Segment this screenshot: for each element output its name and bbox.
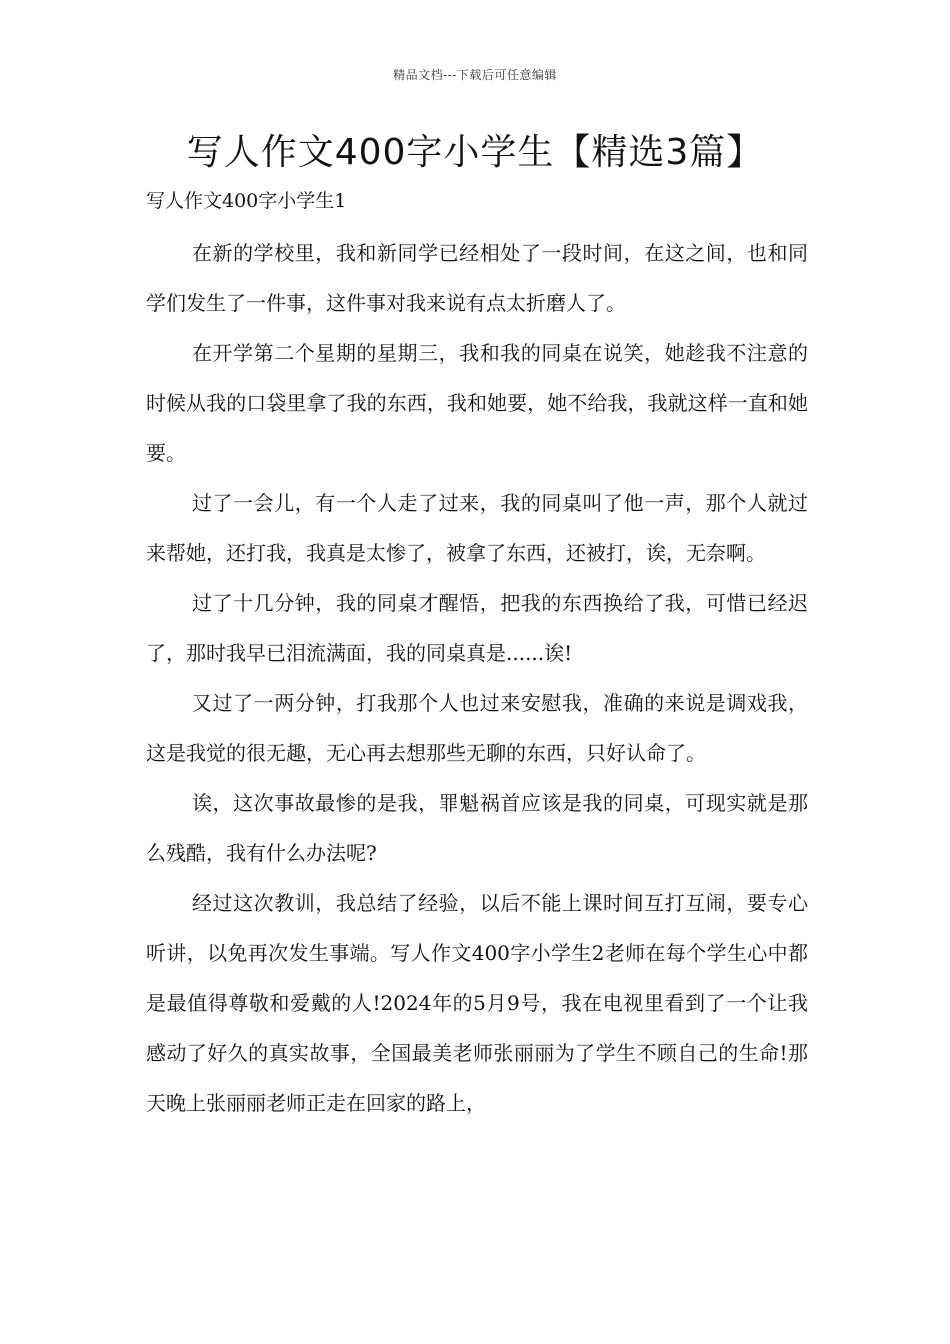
paragraph: 过了十几分钟，我的同桌才醒悟，把我的东西换给了我，可惜已经迟了，那时我早已泪流满面，我的同桌真是......诶! xyxy=(146,591,808,665)
paragraph: 又过了一两分钟，打我那个人也过来安慰我，准确的来说是调戏我，这是我觉的很无趣，无心再去想那些无聊的东西，只好认命了。 xyxy=(146,691,808,765)
paragraph: 在开学第二个星期的星期三，我和我的同桌在说笑，她趁我不注意的时候从我的口袋里拿了我的东西，我和她要，她不给我，我就这样一直和她要。 xyxy=(146,341,808,465)
document-title: 写人作文400字小学生【精选3篇】 xyxy=(186,132,764,173)
document-body xyxy=(146,228,808,1128)
section-heading: 写人作文400字小学生1 xyxy=(146,190,347,212)
paragraph: 诶，这次事故最惨的是我，罪魁祸首应该是我的同桌，可现实就是那么残酷，我有什么办法呢? xyxy=(146,791,808,865)
paragraph: 过了一会儿，有一个人走了过来，我的同桌叫了他一声，那个人就过来帮她，还打我，我真是太惨了，被拿了东西，还被打，诶，无奈啊。 xyxy=(146,491,808,565)
paragraph: 在新的学校里，我和新同学已经相处了一段时间，在这之间，也和同学们发生了一件事，这件事对我来说有点太折磨人了。 xyxy=(146,241,808,315)
paragraph: 经过这次教训，我总结了经验，以后不能上课时间互打互闹，要专心听讲，以免再次发生事端。写人作文400字小学生2老师在每个学生心中都是最值得尊敬和爱戴的人!2024年的5月9号，我在电视里看到了一个让我感动了好久的真实故事，全国最美老师张丽丽为了学生不顾自己的生命!那天晚上张丽丽老师正走在回家的路上， xyxy=(146,891,808,1115)
running-header: 精品文档---下载后可任意编辑 xyxy=(393,68,557,82)
